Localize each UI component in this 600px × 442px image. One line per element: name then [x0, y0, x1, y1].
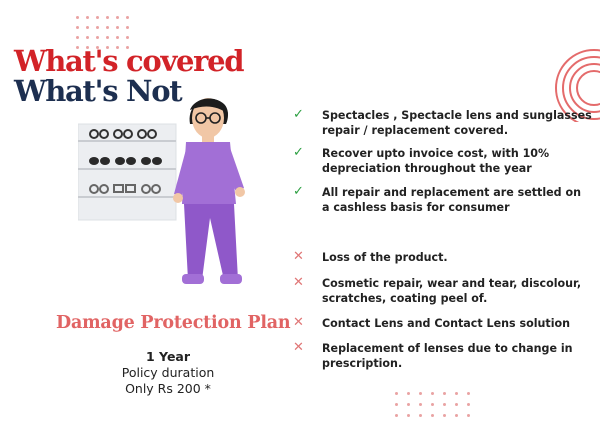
plan-duration-label: Policy duration [121, 365, 215, 380]
covered-item-text: All repair and replacement are settled on a cashless basis for consumer [322, 186, 581, 214]
not-covered-item-text: Loss of the product. [322, 251, 448, 264]
not-covered-item [292, 276, 592, 306]
check-icon: ✓ [293, 145, 304, 160]
man-character [173, 98, 245, 284]
covered-item-text: Recover upto invoice cost, with 10% depreciation throughout the year [322, 147, 550, 175]
cross-icon: ✕ [293, 340, 304, 355]
not-covered-item [292, 341, 592, 371]
not-covered-item-text: Cosmetic repair, wear and tear, discolour, scratches, coating peel of. [322, 277, 582, 305]
not-covered-item [292, 250, 592, 265]
cross-icon: ✕ [293, 275, 304, 290]
cross-icon: ✕ [293, 315, 304, 330]
not-covered-item-text: Contact Lens and Contact Lens solution [322, 317, 571, 330]
heading-not-covered: What's Not [14, 74, 182, 108]
eyewear-shop-illustration [78, 84, 278, 294]
not-covered-item [292, 316, 592, 331]
plan-term: 1 Year [145, 349, 191, 364]
covered-item [292, 185, 592, 215]
covered-item-text: Spectacles , Spectacle lens and sunglasses repair / replacement covered. [322, 109, 592, 137]
check-icon: ✓ [293, 107, 304, 122]
heading-covered: What's covered [14, 44, 244, 78]
covered-item [292, 108, 592, 138]
plan-price: Only Rs 200 * [125, 381, 211, 396]
plan-title: Damage Protection Plan [56, 313, 291, 333]
covered-item [292, 146, 592, 176]
check-icon: ✓ [293, 184, 304, 199]
eyewear-display-shelf [78, 124, 176, 220]
not-covered-item-text: Replacement of lenses due to change in prescription. [322, 342, 573, 370]
cross-icon: ✕ [293, 249, 304, 264]
decorative-dots-bottom [395, 392, 470, 417]
